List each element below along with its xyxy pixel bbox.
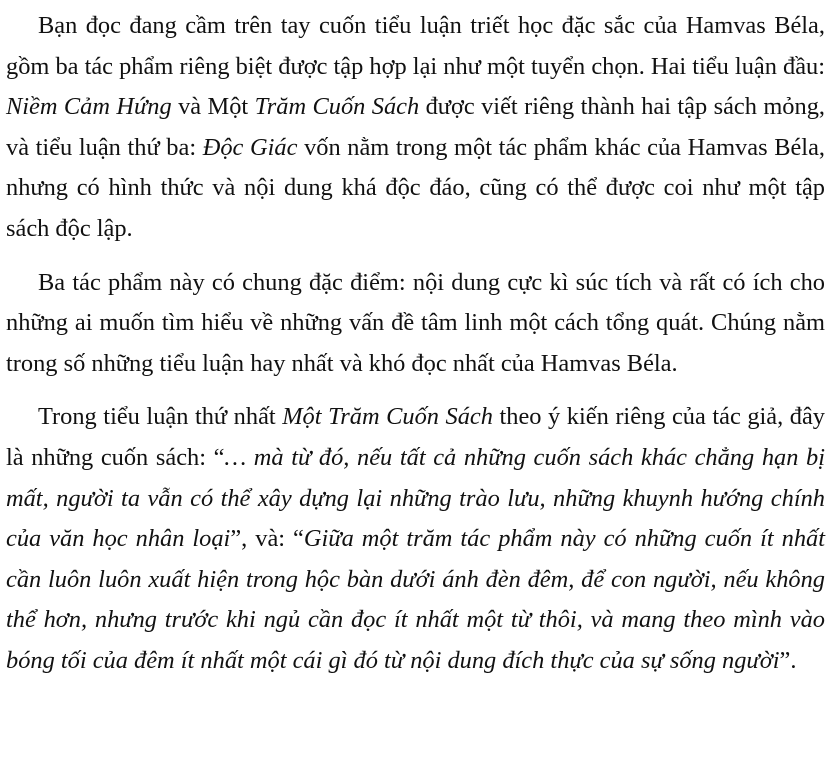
book-title-doc-giac: Độc Giác — [202, 133, 298, 161]
paragraph-3-text: ”. — [779, 646, 797, 674]
paragraph-2-text: Ba tác phẩm này có chung đặc điểm: nội dung cực kì súc tích và rất có ích cho những ai muốn tìm hiểu về những vấn đề tâm linh một cách tổng quát. Chúng nằm trong số những tiểu luận hay nhất và khó đọc nhất của Hamvas Béla. — [6, 268, 825, 377]
book-title-niem-cam-hung: Niềm Cảm Hứng — [6, 93, 172, 121]
paragraph-3 — [6, 397, 825, 681]
paragraph-1-text: Bạn đọc đang cầm trên tay cuốn tiểu luận triết học đặc sắc của Hamvas Béla, gồm ba tác phẩm riêng biệt được tập hợp lại như một tuyển chọn. Hai tiểu luận đầu: — [6, 12, 825, 80]
paragraph-1-text: và Một — [171, 93, 255, 121]
quote-2: Giữa một trăm tác phẩm này có những cuốn ít nhất cần luôn luôn xuất hiện trong hộc bàn dưới ánh đèn đêm, để con người, nếu không thể hơn, nhưng trước khi ngủ cần đọc ít nhất một từ thôi, và mang theo mình vào bóng tối của đêm ít nhất một cái gì đó từ nội dung đích thực của sự sống người — [6, 525, 825, 674]
paragraph-3-text: Trong tiểu luận thứ nhất — [38, 403, 283, 431]
paragraph-3-text: ”, và: “ — [230, 525, 304, 553]
paragraph-1-text: vốn nằm trong một tác phẩm khác của Hamvas Béla, nhưng có hình thức và nội dung khá độc đáo, cũng có thể được coi như một tập sách độc lập. — [6, 133, 825, 242]
paragraph-1 — [6, 6, 825, 250]
book-title-mot-tram-cuon-sach: Một Trăm Cuốn Sách — [282, 403, 493, 431]
book-title-tram-cuon-sach: Trăm Cuốn Sách — [254, 93, 420, 121]
paragraph-2 — [6, 263, 825, 385]
paragraph-1-text: được viết riêng thành hai tập sách mỏng, và tiểu luận thứ ba: — [6, 93, 825, 161]
paragraph-3-text: theo ý kiến riêng của tác giả, đây là những cuốn sách: “ — [6, 403, 825, 471]
quote-1: … mà từ đó, nếu tất cả những cuốn sách khác chẳng hạn bị mất, người ta vẫn có thể xây dựng lại những trào lưu, những khuynh hướng chính của văn học nhân loại — [6, 443, 825, 553]
